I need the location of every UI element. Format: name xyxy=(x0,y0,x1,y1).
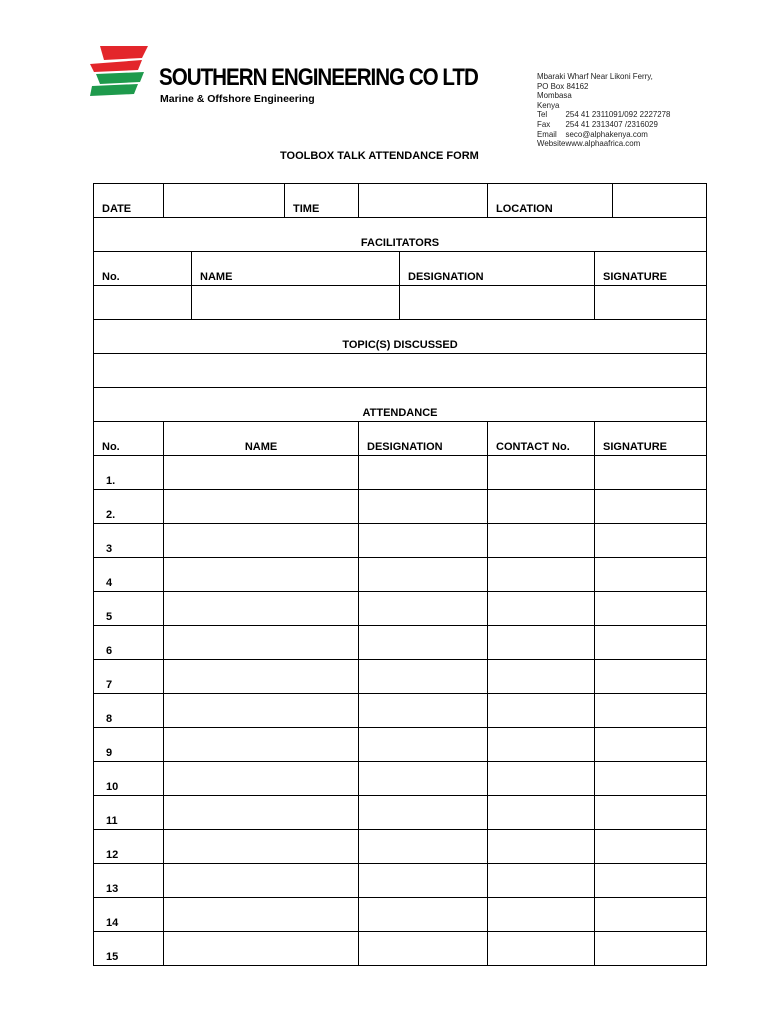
topics-field[interactable] xyxy=(94,354,707,388)
attendance-contact-field[interactable] xyxy=(488,660,595,694)
attendance-row xyxy=(94,796,707,830)
attendance-contact-field[interactable] xyxy=(488,932,595,966)
attendance-row xyxy=(94,626,707,660)
facilitator-col-signature: SIGNATURE xyxy=(595,252,707,286)
attendance-contact-field[interactable] xyxy=(488,592,595,626)
facilitator-name-field[interactable] xyxy=(192,286,400,320)
attendance-designation-field[interactable] xyxy=(359,558,488,592)
attendance-row xyxy=(94,456,707,490)
attendance-row xyxy=(94,932,707,966)
facilitator-entry-row xyxy=(94,286,707,320)
attendance-name-field[interactable] xyxy=(164,762,359,796)
attendance-heading: ATTENDANCE xyxy=(94,388,707,422)
attendance-designation-field[interactable] xyxy=(359,932,488,966)
attendance-row xyxy=(94,728,707,762)
attendance-signature-field[interactable] xyxy=(595,932,707,966)
facilitator-col-designation: DESIGNATION xyxy=(400,252,595,286)
attendance-signature-field[interactable] xyxy=(595,626,707,660)
attendance-signature-field[interactable] xyxy=(595,796,707,830)
location-field[interactable] xyxy=(613,184,707,218)
attendance-signature-field[interactable] xyxy=(595,592,707,626)
facilitators-heading-row xyxy=(94,218,707,252)
company-logo-icon xyxy=(90,46,148,96)
topics-heading: TOPIC(S) DISCUSSED xyxy=(94,320,707,354)
attendance-name-field[interactable] xyxy=(164,796,359,830)
attendance-row xyxy=(94,898,707,932)
attendance-name-field[interactable] xyxy=(164,898,359,932)
attendance-designation-field[interactable] xyxy=(359,898,488,932)
attendance-col-designation: DESIGNATION xyxy=(359,422,488,456)
attendance-signature-field[interactable] xyxy=(595,660,707,694)
attendance-signature-field[interactable] xyxy=(595,728,707,762)
topics-entry-row xyxy=(94,354,707,388)
attendance-row-number: 13 xyxy=(94,864,164,898)
attendance-row-number: 14 xyxy=(94,898,164,932)
attendance-contact-field[interactable] xyxy=(488,728,595,762)
attendance-contact-field[interactable] xyxy=(488,456,595,490)
website-value: www.alphaafrica.com xyxy=(565,138,641,149)
date-time-location-row xyxy=(94,184,707,218)
attendance-designation-field[interactable] xyxy=(359,524,488,558)
attendance-col-signature: SIGNATURE xyxy=(595,422,707,456)
attendance-row-number: 1. xyxy=(94,456,164,490)
company-tagline: Marine & Offshore Engineering xyxy=(160,93,315,105)
attendance-row-number: 11 xyxy=(94,796,164,830)
email-label: Email xyxy=(537,128,557,139)
attendance-row-number: 9 xyxy=(94,728,164,762)
attendance-name-field[interactable] xyxy=(164,524,359,558)
time-label: TIME xyxy=(285,184,359,218)
attendance-signature-field[interactable] xyxy=(595,830,707,864)
attendance-contact-field[interactable] xyxy=(488,898,595,932)
attendance-signature-field[interactable] xyxy=(595,456,707,490)
facilitators-header-row xyxy=(94,252,707,286)
location-label: LOCATION xyxy=(488,184,613,218)
facilitator-col-name: NAME xyxy=(192,252,400,286)
attendance-contact-field[interactable] xyxy=(488,796,595,830)
attendance-contact-field[interactable] xyxy=(488,626,595,660)
facilitator-no-field[interactable] xyxy=(94,286,192,320)
attendance-contact-field[interactable] xyxy=(488,864,595,898)
attendance-contact-field[interactable] xyxy=(488,490,595,524)
attendance-row xyxy=(94,660,707,694)
attendance-designation-field[interactable] xyxy=(359,626,488,660)
attendance-designation-field[interactable] xyxy=(359,830,488,864)
attendance-row-number: 5 xyxy=(94,592,164,626)
attendance-name-field[interactable] xyxy=(164,490,359,524)
attendance-row xyxy=(94,592,707,626)
attendance-designation-field[interactable] xyxy=(359,592,488,626)
facilitator-col-no: No. xyxy=(94,252,192,286)
attendance-row-number: 15 xyxy=(94,932,164,966)
attendance-col-name: NAME xyxy=(164,422,359,456)
email-value: seco@alphakenya.com xyxy=(565,128,648,139)
attendance-row-number: 6 xyxy=(94,626,164,660)
attendance-signature-field[interactable] xyxy=(595,490,707,524)
tel-label: Tel xyxy=(537,109,548,120)
attendance-row-number: 7 xyxy=(94,660,164,694)
attendance-contact-field[interactable] xyxy=(488,558,595,592)
attendance-name-field[interactable] xyxy=(164,626,359,660)
attendance-contact-field[interactable] xyxy=(488,762,595,796)
attendance-designation-field[interactable] xyxy=(359,660,488,694)
attendance-form-table xyxy=(93,183,707,966)
attendance-row-number: 2. xyxy=(94,490,164,524)
facilitator-signature-field[interactable] xyxy=(595,286,707,320)
website-label: Website xyxy=(537,138,566,149)
attendance-col-no: No. xyxy=(94,422,164,456)
attendance-row xyxy=(94,762,707,796)
attendance-name-field[interactable] xyxy=(164,830,359,864)
attendance-signature-field[interactable] xyxy=(595,762,707,796)
time-field[interactable] xyxy=(359,184,488,218)
attendance-row-number: 10 xyxy=(94,762,164,796)
form-title: TOOLBOX TALK ATTENDANCE FORM xyxy=(280,150,479,162)
attendance-signature-field[interactable] xyxy=(595,558,707,592)
website-row xyxy=(537,139,670,149)
attendance-row-number: 8 xyxy=(94,694,164,728)
attendance-row xyxy=(94,830,707,864)
attendance-row-number: 3 xyxy=(94,524,164,558)
attendance-header-row xyxy=(94,422,707,456)
attendance-row-number: 4 xyxy=(94,558,164,592)
attendance-signature-field[interactable] xyxy=(595,524,707,558)
attendance-signature-field[interactable] xyxy=(595,898,707,932)
date-field[interactable] xyxy=(164,184,285,218)
attendance-designation-field[interactable] xyxy=(359,762,488,796)
attendance-contact-field[interactable] xyxy=(488,694,595,728)
attendance-designation-field[interactable] xyxy=(359,864,488,898)
attendance-row xyxy=(94,864,707,898)
attendance-col-contact: CONTACT No. xyxy=(488,422,595,456)
attendance-heading-row xyxy=(94,388,707,422)
attendance-name-field[interactable] xyxy=(164,592,359,626)
address-line: PO Box 84162 xyxy=(537,80,589,91)
address-line: Mbaraki Wharf Near Likoni Ferry, xyxy=(537,71,653,81)
attendance-contact-field[interactable] xyxy=(488,524,595,558)
attendance-contact-field[interactable] xyxy=(488,830,595,864)
address-line: Mombasa xyxy=(537,90,572,101)
fax-value: 254 41 2313407 /2316029 xyxy=(565,118,658,129)
attendance-name-field[interactable] xyxy=(164,694,359,728)
tel-value: 254 41 2311091/092 2227278 xyxy=(565,109,671,120)
company-contact-block xyxy=(537,72,670,149)
attendance-name-field[interactable] xyxy=(164,864,359,898)
attendance-designation-field[interactable] xyxy=(359,796,488,830)
attendance-name-field[interactable] xyxy=(164,932,359,966)
attendance-designation-field[interactable] xyxy=(359,728,488,762)
company-name: SOUTHERN ENGINEERING CO LTD xyxy=(159,64,478,91)
attendance-designation-field[interactable] xyxy=(359,456,488,490)
attendance-row xyxy=(94,694,707,728)
address-line: Kenya xyxy=(537,99,560,110)
attendance-designation-field[interactable] xyxy=(359,490,488,524)
facilitator-designation-field[interactable] xyxy=(400,286,595,320)
date-label: DATE xyxy=(94,184,164,218)
attendance-name-field[interactable] xyxy=(164,728,359,762)
attendance-row-number: 12 xyxy=(94,830,164,864)
fax-label: Fax xyxy=(537,118,551,129)
attendance-name-field[interactable] xyxy=(164,456,359,490)
attendance-row xyxy=(94,490,707,524)
attendance-signature-field[interactable] xyxy=(595,864,707,898)
attendance-designation-field[interactable] xyxy=(359,694,488,728)
topics-heading-row xyxy=(94,320,707,354)
attendance-signature-field[interactable] xyxy=(595,694,707,728)
attendance-name-field[interactable] xyxy=(164,660,359,694)
attendance-name-field[interactable] xyxy=(164,558,359,592)
form-body xyxy=(94,184,707,966)
facilitators-heading: FACILITATORS xyxy=(94,218,707,252)
attendance-row xyxy=(94,524,707,558)
attendance-row xyxy=(94,558,707,592)
